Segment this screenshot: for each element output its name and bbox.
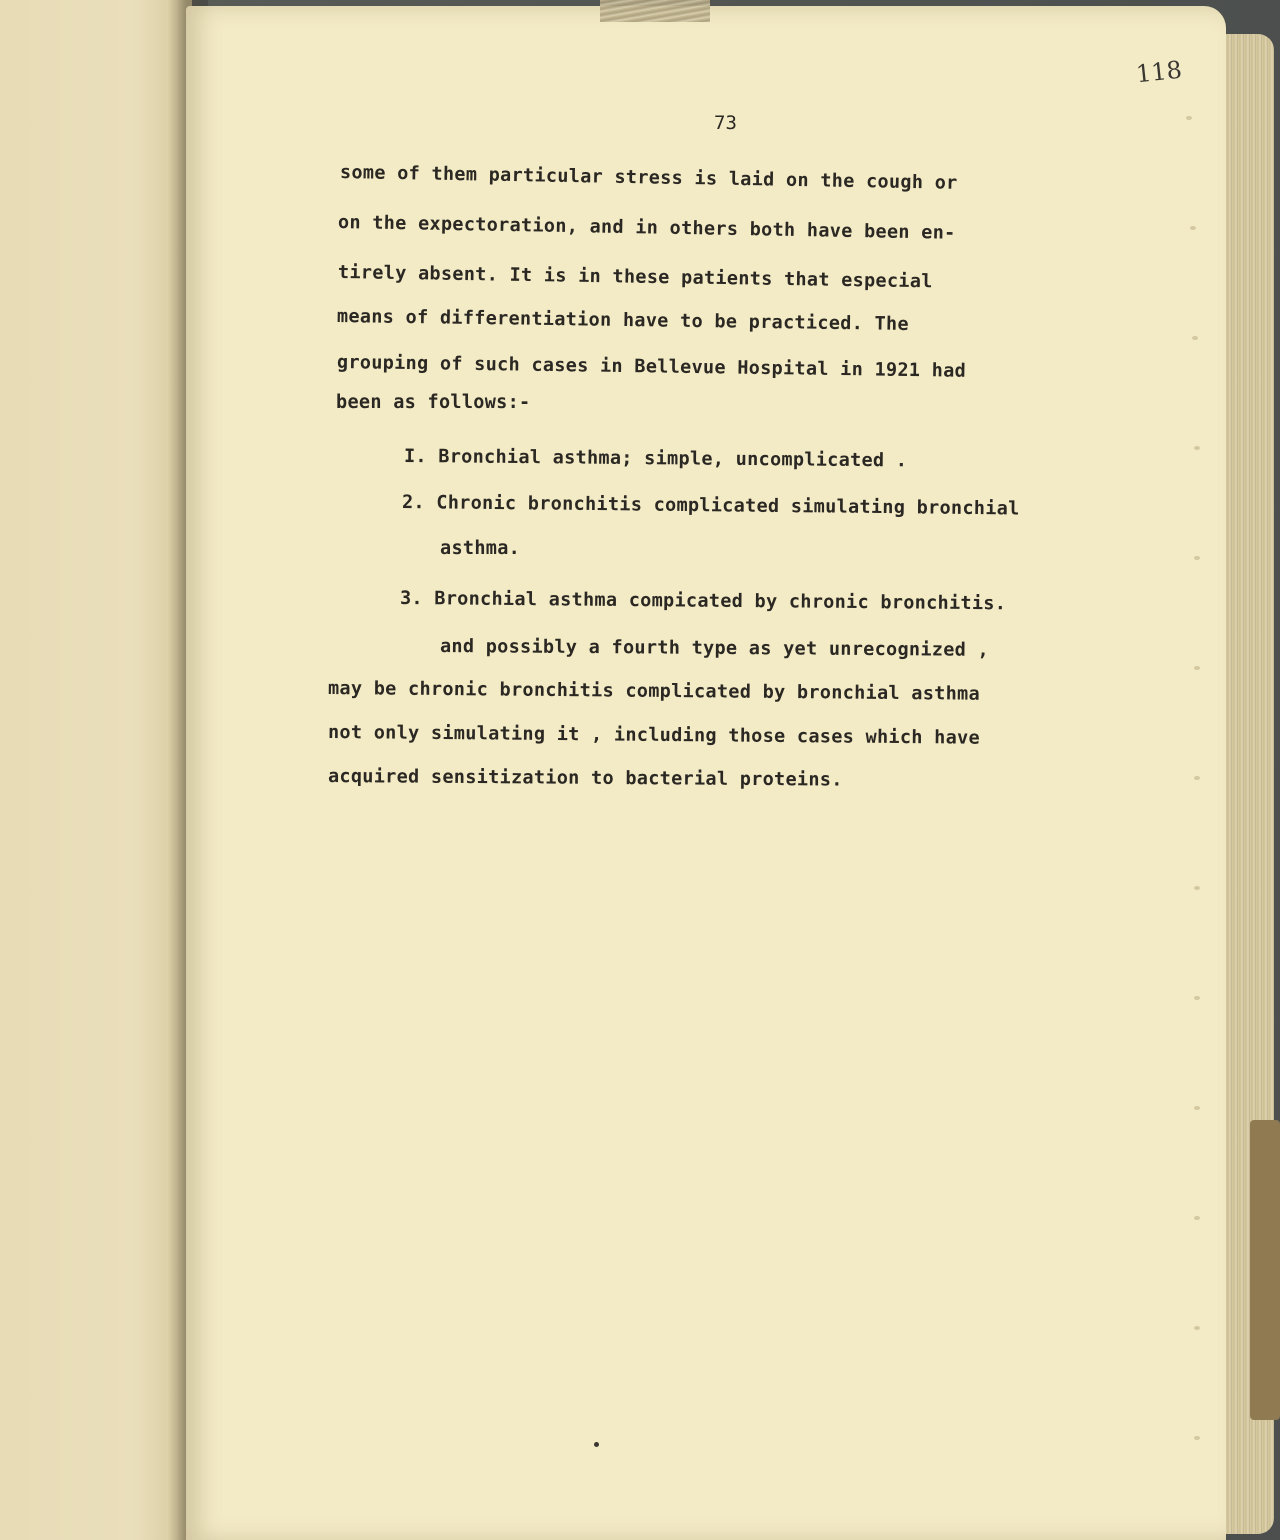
binder-hole	[1194, 886, 1200, 890]
text-line: not only simulating it , including those cases which have	[327, 722, 981, 749]
binder-hole	[1194, 1436, 1200, 1440]
list-item-1: I. Bronchial asthma; simple, uncomplicated .	[403, 446, 908, 472]
text-line: tirely absent. It is in these patients that especial	[337, 262, 933, 293]
text-line: means of differentiation have to be practiced. The	[336, 306, 909, 335]
page-number: 73	[714, 112, 737, 134]
binder-hole	[1194, 666, 1200, 670]
text-line: may be chronic bronchitis complicated by bronchial asthma	[327, 678, 981, 705]
binder-hole	[1194, 996, 1200, 1000]
text-line: and possibly a fourth type as yet unrecognized ,	[439, 636, 990, 661]
binder-hole	[1194, 556, 1200, 560]
binder-hole	[1194, 446, 1200, 450]
binder-hole	[1194, 776, 1200, 780]
binder-hole	[1192, 336, 1198, 340]
list-item-3: 3. Bronchial asthma compicated by chronic bronchitis.	[399, 588, 1007, 615]
binder-hole	[1194, 1106, 1200, 1110]
text-line: some of them particular stress is laid on the cough or	[339, 162, 958, 194]
binder-hole	[1194, 1326, 1200, 1330]
binding-tab	[1250, 1120, 1280, 1420]
binder-hole	[1186, 116, 1192, 120]
left-facing-page	[0, 0, 192, 1540]
text-line: acquired sensitization to bacterial proteins.	[327, 766, 843, 791]
folio-number: 118	[1134, 55, 1184, 89]
ink-dot	[594, 1442, 599, 1447]
binder-hole	[1190, 226, 1196, 230]
text-line: grouping of such cases in Bellevue Hospital in 1921 had	[336, 352, 967, 382]
text-line: been as follows:-	[336, 392, 531, 413]
binding-string	[600, 0, 710, 22]
list-item-2-continued: asthma.	[440, 538, 521, 559]
binder-hole	[1194, 1216, 1200, 1220]
text-line: on the expectoration, and in others both have been en-	[337, 212, 956, 244]
list-item-2: 2. Chronic bronchitis complicated simulating bronchial	[401, 492, 1020, 520]
